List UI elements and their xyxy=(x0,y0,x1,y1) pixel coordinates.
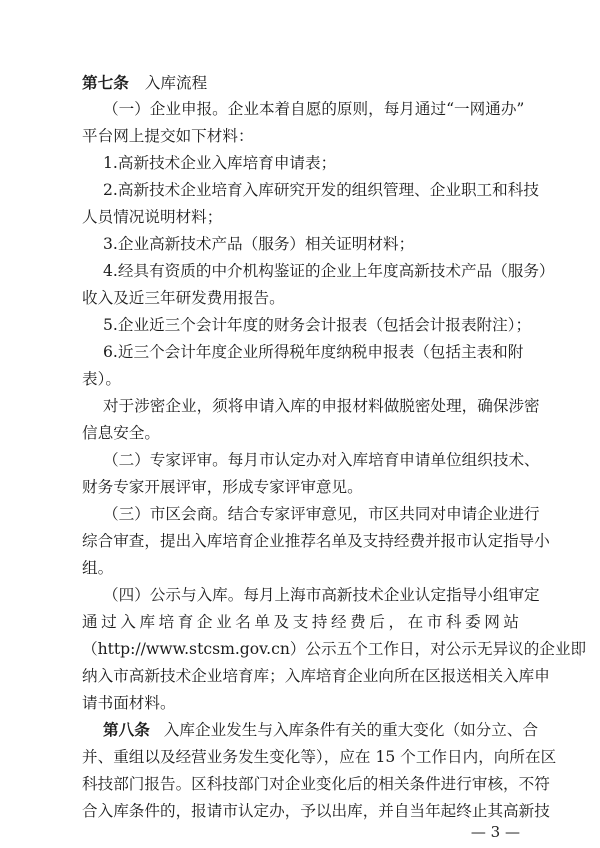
material-item-4: 4.经具有资质的中介机构鉴证的企业上年度高新技术产品（服务） xyxy=(103,262,555,280)
secret-line-1: 对于涉密企业，须将申请入库的申报材料做脱密处理，确保涉密 xyxy=(103,397,540,415)
material-item-1: 1.高新技术企业入库培育申请表； xyxy=(103,154,337,172)
step4-line-1: （四）公示与入库。每月上海市高新技术企业认定指导小组审定 xyxy=(103,586,540,604)
step1-line-2: 平台网上提交如下材料： xyxy=(82,127,254,145)
step4-line-3: （http://www.stcsm.gov.cn）公示五个工作日，对公示无异议的企业即 xyxy=(82,640,587,658)
step4-line-2: 通过入库培育企业名单及支持经费后，在市科委网站 xyxy=(82,613,519,631)
article8-line-4: 合入库条件的，报请市认定办，予以出库，并自当年起终止其高新技 xyxy=(82,802,550,820)
step1-text-a: 企业申报。企业本着自愿的原则，每月通过“一网通办” xyxy=(149,100,525,118)
material-item-6: 6.近三个会计年度企业所得税年度纳税申报表（包括主表和附 xyxy=(103,343,524,361)
step1-line-1 xyxy=(103,96,525,122)
step4-line-4: 纳入市高新技术企业培育库；入库培育企业向所在区报送相关入库申 xyxy=(82,667,550,685)
article7-heading xyxy=(82,70,519,96)
article7-label: 第七条 xyxy=(82,73,129,92)
step3-line-2: 综合审查，提出入库培育企业推荐名单及支持经费并报市认定指导小 xyxy=(82,532,550,550)
secret-line-2: 信息安全。 xyxy=(82,424,160,442)
step2-line-1: （二）专家评审。每月市认定办对入库培育申请单位组织技术、 xyxy=(103,451,540,469)
article8-text-a: 入库企业发生与入库条件有关的重大变化（如分立、合 xyxy=(163,721,539,739)
material-item-3: 3.企业高新技术产品（服务）相关证明材料； xyxy=(103,235,415,253)
material-item-2: 2.高新技术企业培育入库研究开发的组织管理、企业职工和科技 xyxy=(103,181,539,199)
step1-label: （一） xyxy=(103,100,150,118)
material-item-6-cont: 表）。 xyxy=(82,370,121,388)
article8-line-1 xyxy=(103,717,539,743)
material-item-4-cont: 收入及近三年研发费用报告。 xyxy=(82,289,285,307)
article7-title: 入库流程 xyxy=(144,74,208,92)
step3-line-1: （三）市区会商。结合专家评审意见，市区共同对申请企业进行 xyxy=(103,505,540,523)
step4-line-5: 请书面材料。 xyxy=(82,694,176,712)
article8-label: 第八条 xyxy=(103,720,150,739)
step3-line-3: 组。 xyxy=(82,559,114,577)
material-item-2-cont: 人员情况说明材料； xyxy=(82,208,223,226)
step2-line-2: 财务专家开展评审，形成专家评审意见。 xyxy=(82,478,363,496)
article8-line-2: 并、重组以及经营业务发生变化等），应在 15 个工作日内，向所在区 xyxy=(82,748,557,766)
article8-line-3: 科技部门报告。区科技部门对企业变化后的相关条件进行审核，不符 xyxy=(82,775,550,793)
page-number: — 3 — xyxy=(470,823,520,841)
material-item-5: 5.企业近三个会计年度的财务会计报表（包括会计报表附注）； xyxy=(103,316,532,334)
